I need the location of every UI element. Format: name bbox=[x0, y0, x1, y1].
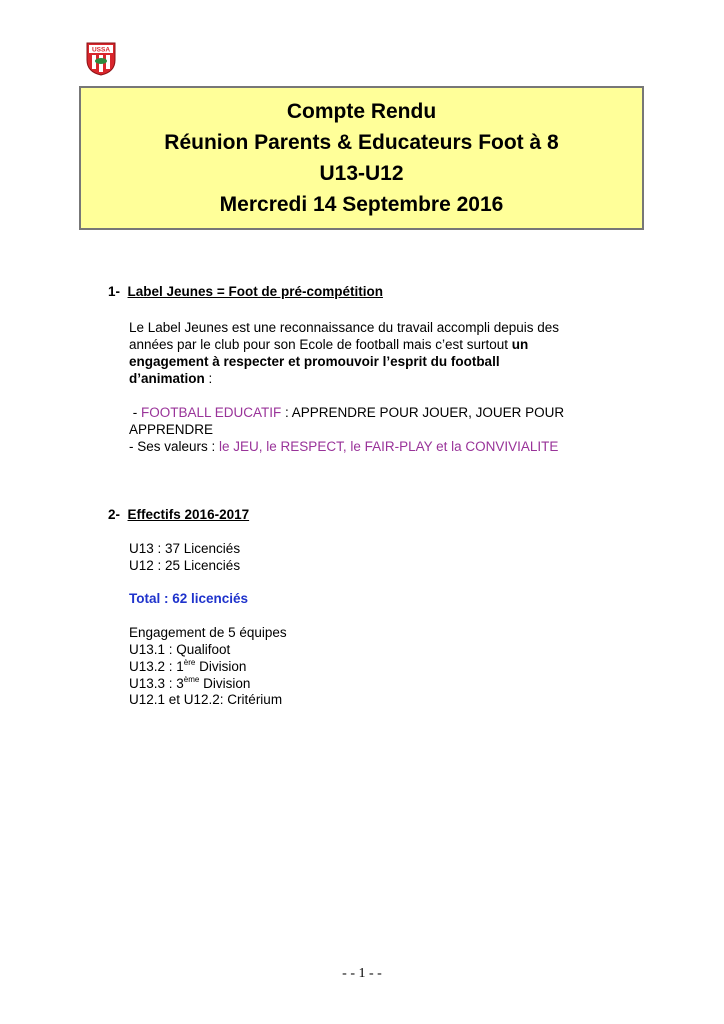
club-crest-logo bbox=[86, 42, 116, 76]
section-1-item-1 bbox=[129, 404, 564, 421]
item-2-colored: le JEU, le RESPECT, le FAIR-PLAY et la CONVIVIALITE bbox=[219, 439, 559, 454]
section-1-para-line-1: Le Label Jeunes est une reconnaissance du travail accompli depuis des bbox=[129, 320, 560, 335]
para-line-4-bold: d’animation bbox=[129, 371, 205, 386]
engagement-line: Engagement de 5 équipes bbox=[129, 625, 287, 640]
team-2-post: Division bbox=[195, 659, 247, 674]
para-line-4-text: : bbox=[204, 371, 213, 386]
total-count: Total : 62 licenciés bbox=[129, 591, 249, 606]
item-1-prefix: - bbox=[129, 405, 141, 420]
item-1-rest: : APPRENDRE POUR JOUER, JOUER POUR bbox=[281, 405, 565, 420]
item-1-colored: FOOTBALL EDUCATIF bbox=[141, 405, 282, 420]
team-2-sup: ère bbox=[183, 658, 196, 667]
section-1-para-line-4 bbox=[129, 370, 212, 387]
u13-count: U13 : 37 Licenciés bbox=[129, 541, 241, 556]
section-1-item-1-cont: APPRENDRE bbox=[129, 422, 214, 437]
item-2-prefix: - Ses valeurs : bbox=[129, 439, 220, 454]
team-2 bbox=[129, 658, 246, 675]
team-3 bbox=[129, 675, 250, 692]
u12-count: U12 : 25 Licenciés bbox=[129, 558, 241, 573]
section-2-title: Effectifs 2016-2017 bbox=[127, 507, 250, 522]
para-line-2-text: années par le club pour son Ecole de football mais c’est surtout bbox=[129, 337, 512, 352]
section-1-para-line-2 bbox=[129, 336, 528, 353]
section-2-heading bbox=[108, 506, 249, 523]
section-1-title: Label Jeunes = Foot de pré-compétition bbox=[127, 284, 383, 299]
title-line-2: Réunion Parents & Educateurs Foot à 8 bbox=[164, 131, 559, 154]
title-box bbox=[79, 86, 644, 230]
team-2-pre: U13.2 : 1 bbox=[129, 659, 184, 674]
team-3-post: Division bbox=[199, 676, 251, 691]
team-3-sup: ème bbox=[183, 675, 200, 684]
section-2-number: 2- bbox=[108, 507, 121, 522]
section-1-heading bbox=[108, 283, 383, 300]
team-1: U13.1 : Qualifoot bbox=[129, 642, 231, 657]
team-3-pre: U13.3 : 3 bbox=[129, 676, 184, 691]
title-line-4: Mercredi 14 Septembre 2016 bbox=[219, 193, 504, 216]
section-1-para-line-3: engagement à respecter et promouvoir l’esprit du football bbox=[129, 354, 500, 369]
team-4: U12.1 et U12.2: Critérium bbox=[129, 692, 283, 707]
title-line-1: Compte Rendu bbox=[286, 100, 437, 123]
para-line-2-bold: un bbox=[511, 337, 529, 352]
section-1-number: 1- bbox=[108, 284, 121, 299]
title-line-3: U13-U12 bbox=[319, 162, 404, 185]
logo-text: USSA bbox=[91, 46, 111, 54]
section-1-item-2 bbox=[129, 438, 558, 455]
page-number: - - 1 - - bbox=[342, 966, 382, 981]
